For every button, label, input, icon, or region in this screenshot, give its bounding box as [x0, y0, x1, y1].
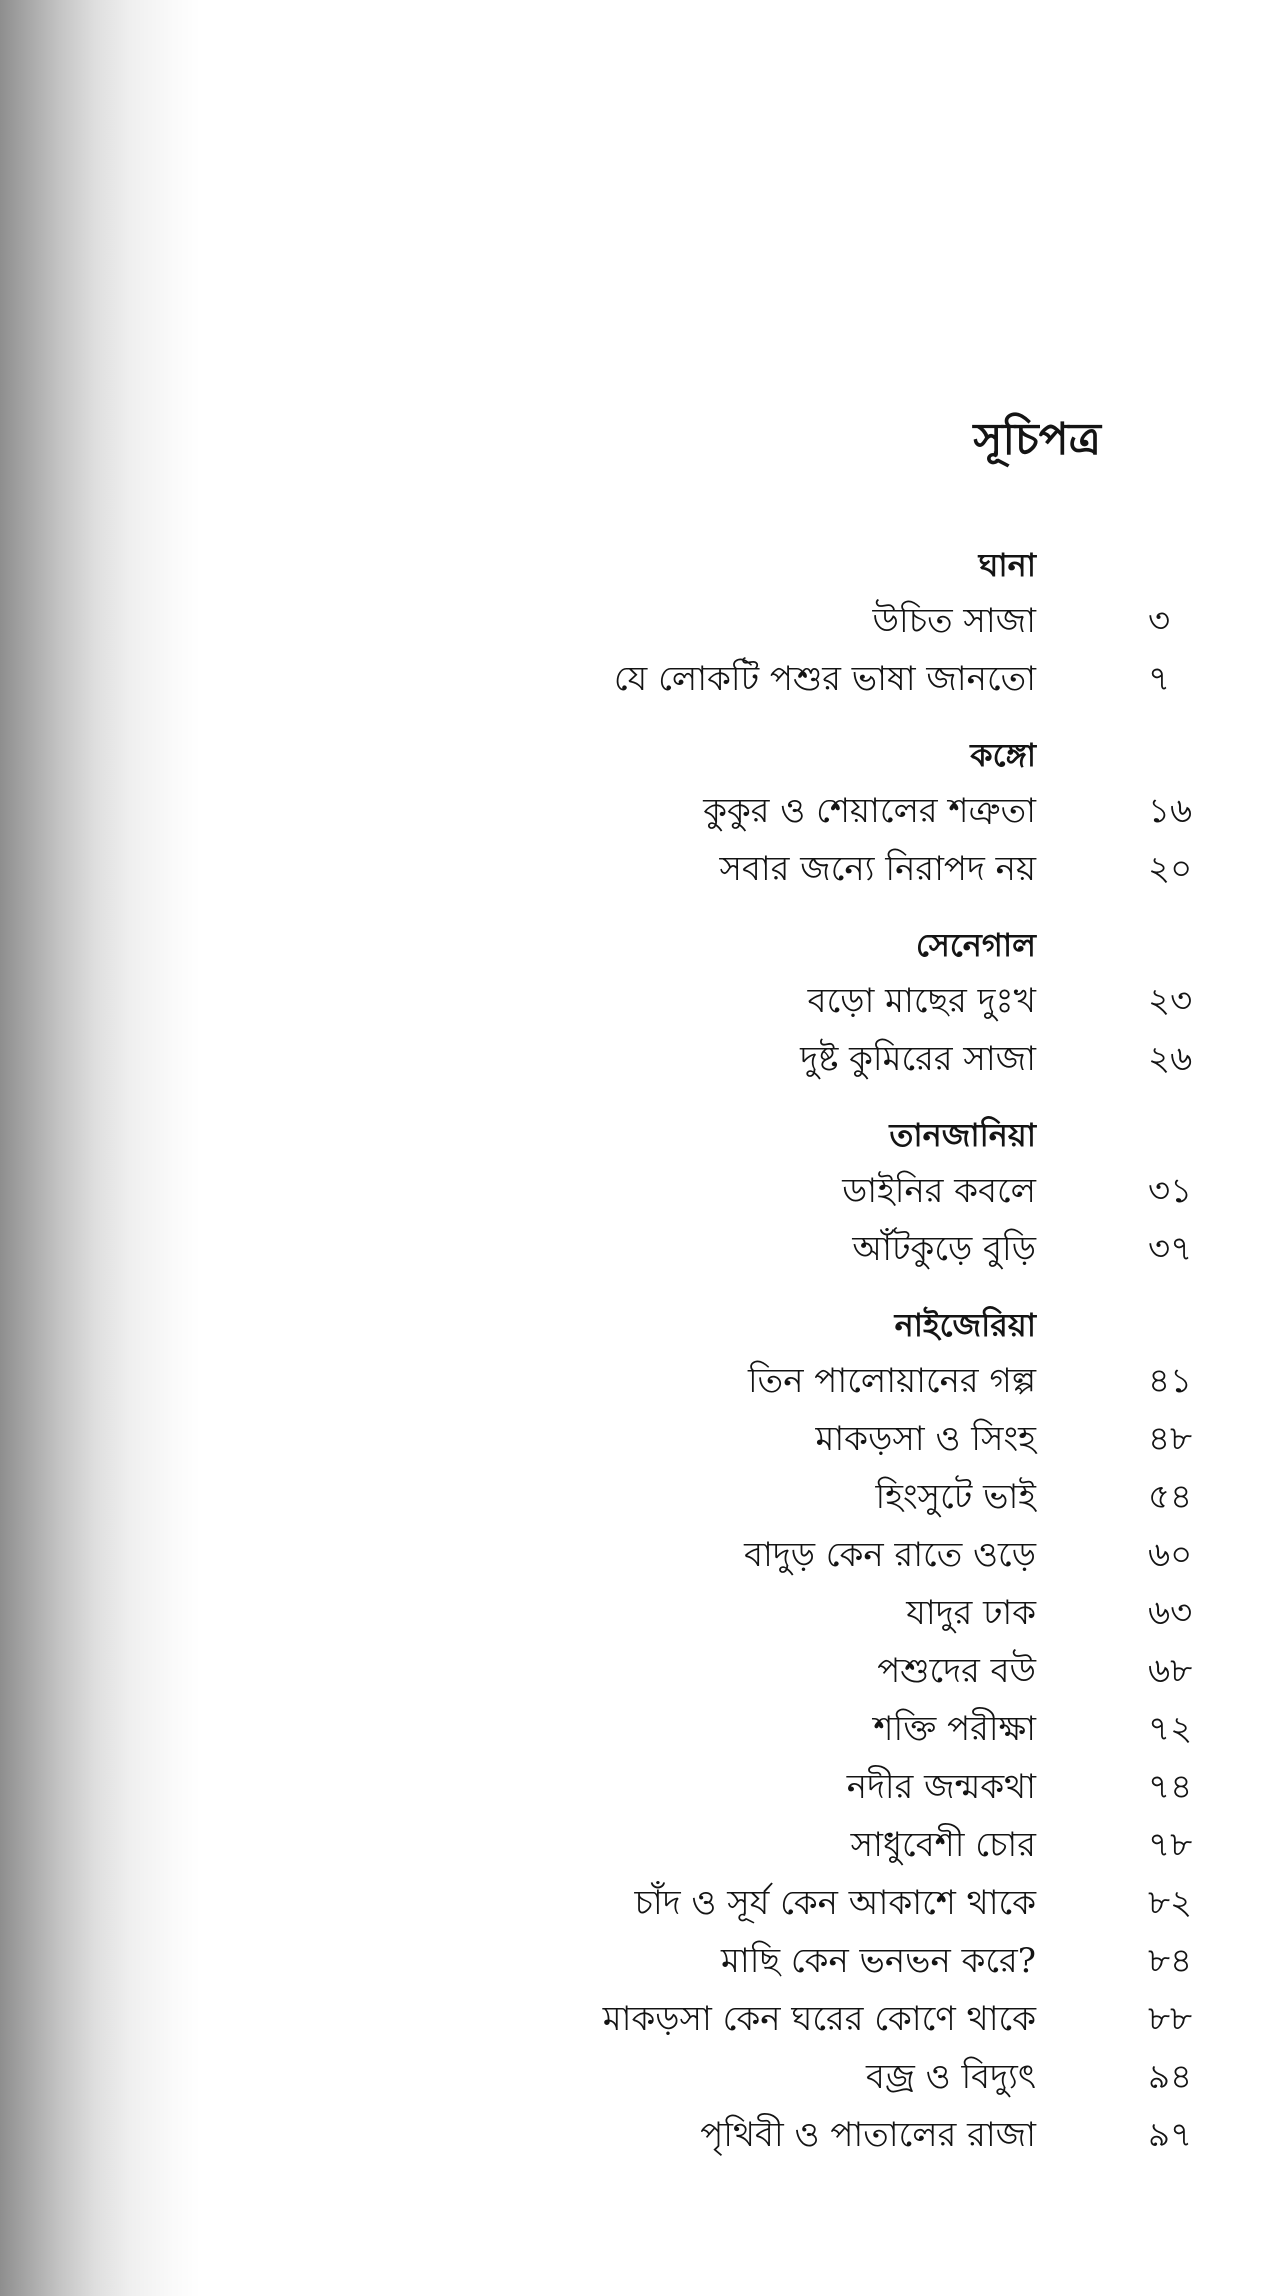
entry-title: ডাইনির কবলে	[842, 1171, 1036, 1211]
toc-entry	[0, 1039, 1279, 1100]
entry-title: মাছি কেন ভনভন করে?	[720, 1941, 1036, 1981]
entry-page-number: ২০	[1148, 849, 1193, 889]
entry-title: শক্তি পরীক্ষা	[873, 1709, 1036, 1749]
entry-title: বড়ো মাছের দুঃখ	[807, 981, 1036, 1021]
entry-title: আঁটকুড়ে বুড়ি	[852, 1229, 1036, 1269]
toc-section	[0, 1116, 1279, 1290]
toc-entry	[0, 1883, 1279, 1944]
entry-page-number: ৯৪	[1148, 2057, 1193, 2097]
entry-page-number: ৪৮	[1148, 1419, 1193, 1459]
toc-entry	[0, 1535, 1279, 1596]
toc-section	[0, 736, 1279, 910]
section-heading-text: তানজানিয়া	[889, 1116, 1036, 1154]
entry-page-number: ৯৭	[1148, 2115, 1193, 2155]
toc-entry	[0, 1361, 1279, 1422]
entry-page-number: ৬৮	[1148, 1651, 1193, 1691]
toc-entry	[0, 1229, 1279, 1290]
entry-title: নদীর জন্মকথা	[846, 1767, 1036, 1807]
toc-section	[0, 1306, 1279, 2176]
entry-title: চাঁদ ও সূর্য কেন আকাশে থাকে	[634, 1883, 1036, 1923]
entry-page-number: ৮৮	[1148, 1999, 1193, 2039]
section-heading	[0, 736, 1279, 794]
entry-page-number: ৪১	[1148, 1361, 1193, 1401]
section-heading-text: সেনেগাল	[915, 926, 1036, 964]
entry-page-number: ৬০	[1148, 1535, 1193, 1575]
entry-title: যে লোকটি পশুর ভাষা জানতো	[613, 659, 1036, 699]
toc-entry	[0, 1477, 1279, 1538]
entry-title: দুষ্ট কুমিরের সাজা	[800, 1039, 1036, 1079]
entry-title: উচিত সাজা	[872, 601, 1036, 641]
entry-page-number: ৮৪	[1148, 1941, 1193, 1981]
toc-entry	[0, 2115, 1279, 2176]
section-heading	[0, 926, 1279, 984]
toc-entry	[0, 791, 1279, 852]
entry-title: মাকড়সা কেন ঘরের কোণে থাকে	[602, 1999, 1036, 2039]
table-of-contents	[0, 546, 1279, 2198]
toc-entry	[0, 981, 1279, 1042]
toc-entry	[0, 659, 1279, 720]
entry-page-number: ২৩	[1148, 981, 1193, 1021]
page-title: সূচিপত্র	[973, 414, 1101, 465]
entry-title: সাধুবেশী চোর	[850, 1825, 1036, 1865]
section-heading	[0, 546, 1279, 604]
entry-page-number: ২৬	[1148, 1039, 1193, 1079]
entry-title: হিংসুটে ভাই	[875, 1477, 1036, 1517]
section-heading-text: নাইজেরিয়া	[894, 1306, 1036, 1344]
entry-page-number: ৬৩	[1148, 1593, 1193, 1633]
toc-entry	[0, 1709, 1279, 1770]
entry-page-number: ৩১	[1148, 1171, 1193, 1211]
entry-title: যাদুর ঢাক	[906, 1593, 1036, 1633]
entry-title: পশুদের বউ	[877, 1651, 1036, 1691]
entry-page-number: ৩৭	[1148, 1229, 1193, 1269]
entry-title: বাদুড় কেন রাতে ওড়ে	[744, 1535, 1036, 1575]
toc-entry	[0, 2057, 1279, 2118]
entry-title: কুকুর ও শেয়ালের শত্রুতা	[703, 791, 1036, 831]
entry-title: বজ্র ও বিদ্যুৎ	[866, 2057, 1036, 2097]
toc-entry	[0, 1767, 1279, 1828]
entry-page-number: ৩	[1148, 601, 1171, 641]
toc-entry	[0, 849, 1279, 910]
entry-page-number: ৭২	[1148, 1709, 1193, 1749]
toc-entry	[0, 1999, 1279, 2060]
entry-page-number: ১৬	[1148, 791, 1193, 831]
toc-entry	[0, 1171, 1279, 1232]
entry-title: পৃথিবী ও পাতালের রাজা	[700, 2115, 1036, 2155]
entry-title: সবার জন্যে নিরাপদ নয়	[719, 849, 1036, 889]
entry-page-number: ৮২	[1148, 1883, 1193, 1923]
entry-title: তিন পালোয়ানের গল্প	[747, 1361, 1036, 1401]
entry-title: মাকড়সা ও সিংহ	[815, 1419, 1036, 1459]
toc-section	[0, 926, 1279, 1100]
entry-page-number: ৭	[1148, 659, 1171, 699]
toc-entry	[0, 1593, 1279, 1654]
toc-entry	[0, 1651, 1279, 1712]
section-heading-text: ঘানা	[978, 546, 1036, 584]
toc-section	[0, 546, 1279, 720]
toc-entry	[0, 1419, 1279, 1480]
section-heading	[0, 1306, 1279, 1364]
entry-page-number: ৭৪	[1148, 1767, 1193, 1807]
entry-page-number: ৫৪	[1148, 1477, 1193, 1517]
section-heading	[0, 1116, 1279, 1174]
section-heading-text: কঙ্গো	[970, 736, 1036, 774]
entry-page-number: ৭৮	[1148, 1825, 1193, 1865]
